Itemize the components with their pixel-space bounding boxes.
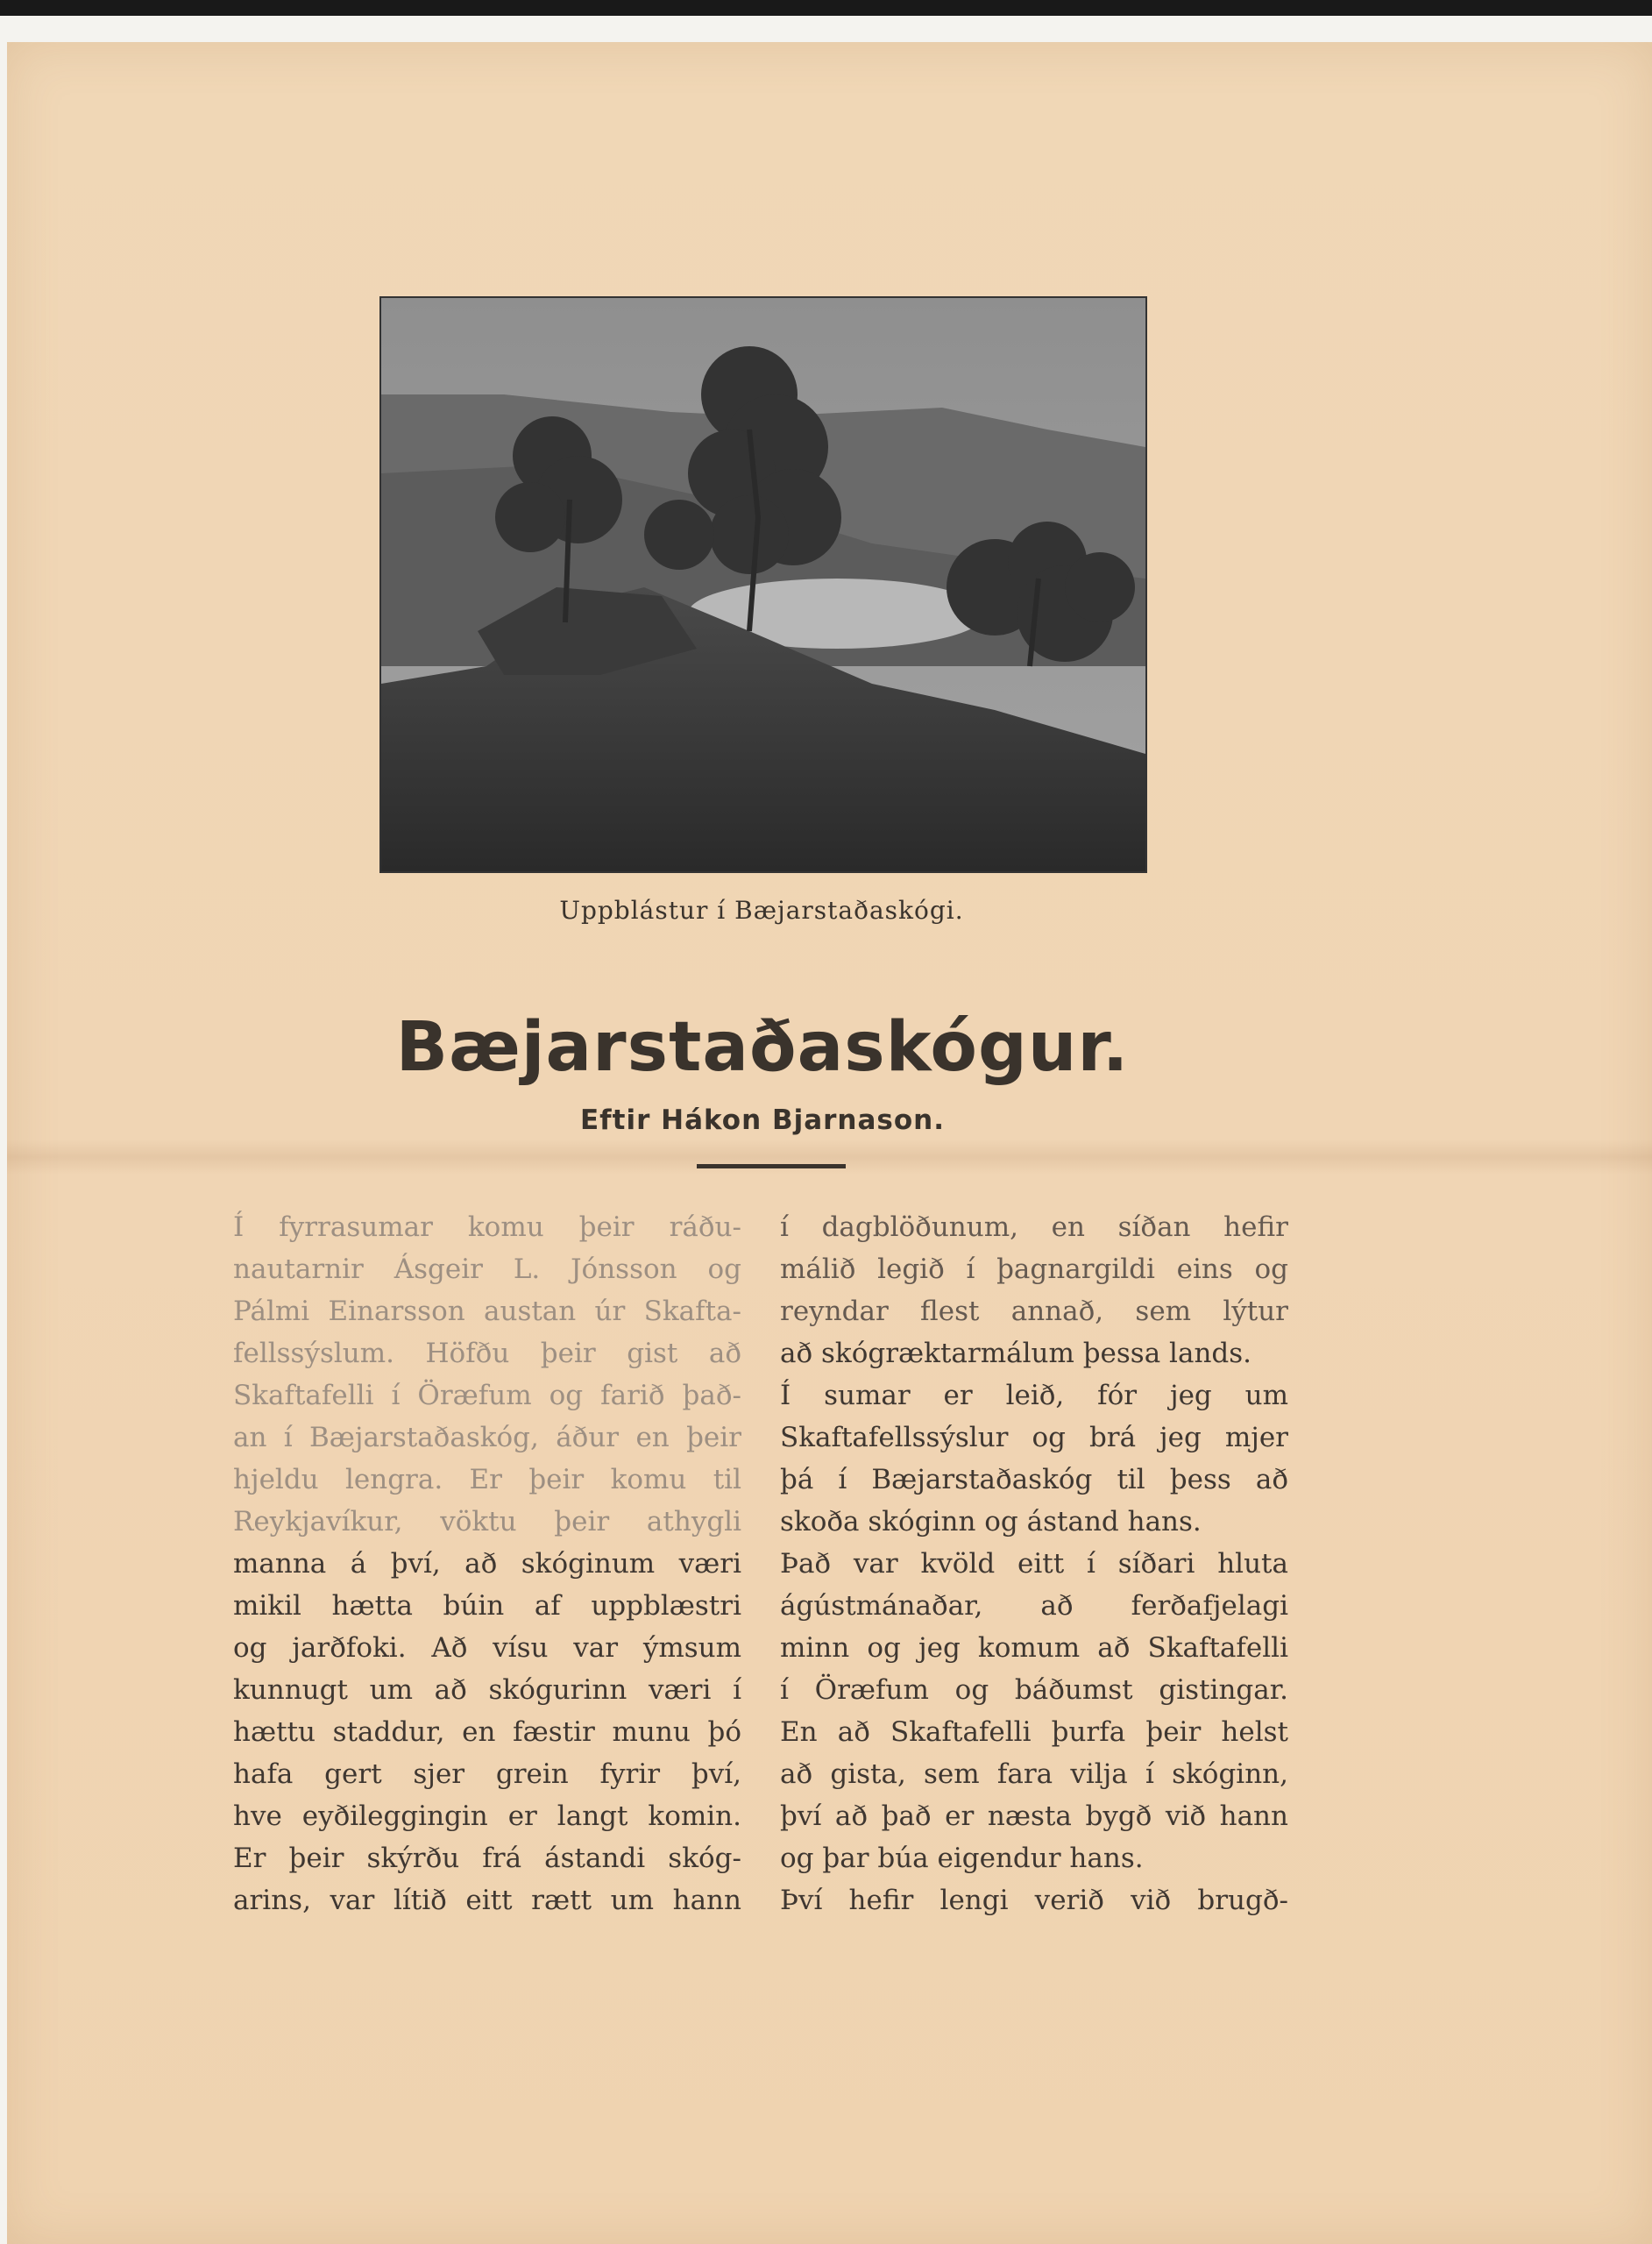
text-line: Það var kvöld eitt í síðari hluta (780, 1548, 1288, 1580)
text-line: Er þeir skýrðu frá ástandi skóg- (233, 1843, 741, 1874)
text-line: mikil hætta búin af uppblæstri (233, 1590, 741, 1622)
text-line: fellssýslum. Höfðu þeir gist að (233, 1338, 741, 1369)
text-line: Skaftafelli í Öræfum og farið það- (233, 1380, 741, 1411)
article-column-right (780, 1206, 1288, 1921)
text-line: hve eyðileggingin er langt komin. (233, 1800, 741, 1832)
photo-illustration (381, 298, 1145, 871)
text-line: ágústmánaðar, að ferðafjelagi (780, 1590, 1288, 1622)
text-line: En að Skaftafelli þurfa þeir helst (780, 1716, 1288, 1748)
text-line: hjeldu lengra. Er þeir komu til (233, 1464, 741, 1495)
text-line: Reykjavíkur, vöktu þeir athygli (233, 1506, 741, 1537)
text-line: í Öræfum og báðumst gistingar. (780, 1674, 1288, 1706)
text-line: hafa gert sjer grein fyrir því, (233, 1758, 741, 1790)
text-line: Því hefir lengi verið við brugð- (780, 1885, 1288, 1916)
article-column-left (233, 1206, 741, 1921)
text-line: Skaftafellssýslur og brá jeg mjer (780, 1422, 1288, 1453)
text-line: nautarnir Ásgeir L. Jónsson og (233, 1253, 741, 1285)
title-divider (697, 1164, 846, 1168)
text-line: þá í Bæjarstaðaskóg til þess að (780, 1464, 1288, 1495)
scan-top-edge (0, 0, 1652, 16)
article-byline: Eftir Hákon Bjarnason. (579, 1104, 946, 1136)
page-fold (7, 1140, 1652, 1175)
text-line: að gista, sem fara vilja í skóginn, (780, 1758, 1288, 1790)
text-line: Í sumar er leið, fór jeg um (780, 1380, 1288, 1411)
text-line: skoða skóginn og ástand hans. (780, 1506, 1202, 1537)
text-line: minn og jeg komum að Skaftafelli (780, 1632, 1288, 1664)
text-line: manna á því, að skóginum væri (233, 1548, 741, 1580)
text-line: Pálmi Einarsson austan úr Skafta- (233, 1296, 741, 1327)
photo-birch-trees (379, 296, 1147, 873)
text-line: og jarðfoki. Að vísu var ýmsum (233, 1632, 741, 1664)
text-line: hættu staddur, en fæstir munu þó (233, 1716, 741, 1748)
text-line: an í Bæjarstaðaskóg, áður en þeir (233, 1422, 741, 1453)
text-line: málið legið í þagnargildi eins og (780, 1253, 1288, 1285)
text-line: arins, var lítið eitt rætt um hann (233, 1885, 741, 1916)
text-line: Í fyrrasumar komu þeir ráðu- (233, 1211, 741, 1243)
text-line: í dagblöðunum, en síðan hefir (780, 1211, 1288, 1243)
text-line: að skógræktarmálum þessa lands. (780, 1338, 1252, 1369)
text-line: reyndar flest annað, sem lýtur (780, 1296, 1288, 1327)
photo-caption: Uppblástur í Bæjarstaðaskógi. (559, 896, 964, 925)
text-line: kunnugt um að skógurinn væri í (233, 1674, 741, 1706)
text-line: og þar búa eigendur hans. (780, 1843, 1144, 1874)
article-title: Bæjarstaðaskógur. (395, 1008, 1130, 1087)
text-line: því að það er næsta bygð við hann (780, 1800, 1288, 1832)
